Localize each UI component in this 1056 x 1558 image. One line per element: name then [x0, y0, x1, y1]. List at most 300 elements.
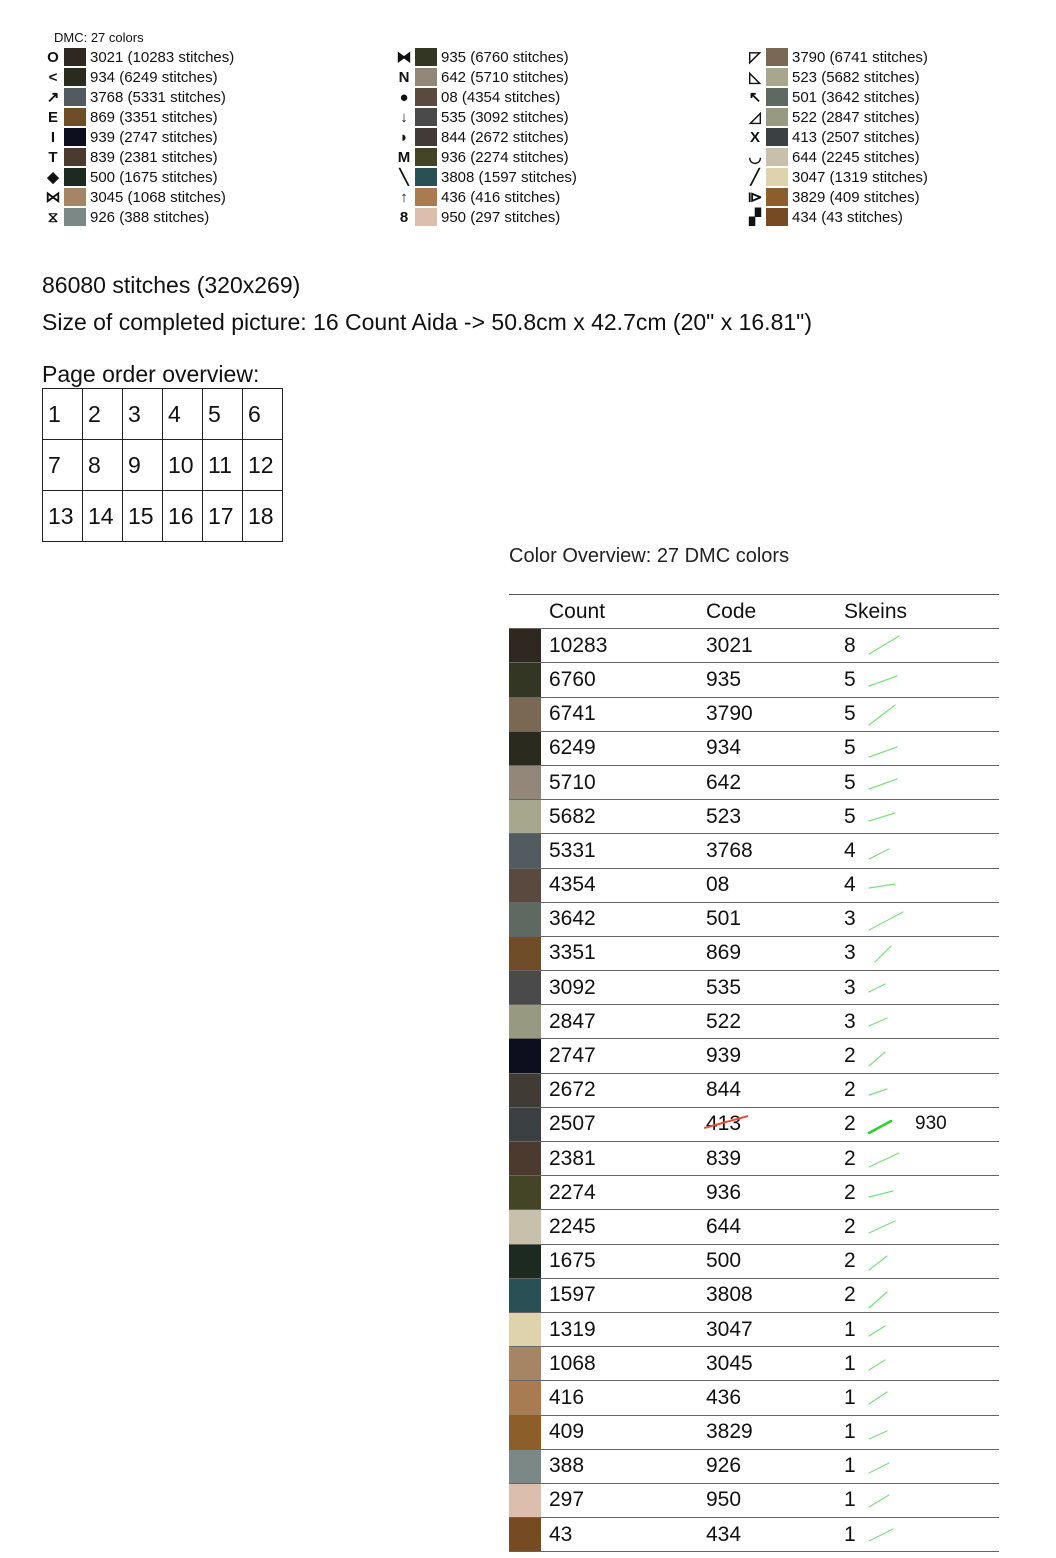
- checkmark-icon: [867, 837, 907, 865]
- legend-label: 3768 (5331 stitches): [90, 88, 226, 106]
- skeins-cell: 2: [844, 1078, 856, 1102]
- legend-column: [744, 47, 928, 227]
- count-cell: 388: [549, 1454, 585, 1478]
- color-swatch: [509, 1005, 541, 1038]
- legend-symbol: ⧖: [47, 208, 59, 226]
- code-cell: 939: [706, 1044, 742, 1068]
- legend-symbol: X: [749, 128, 760, 146]
- checkmark-icon: [867, 769, 907, 797]
- checkmark-icon: [867, 872, 907, 900]
- checkmark-icon: [867, 1487, 907, 1515]
- legend-label: 3047 (1319 stitches): [792, 168, 928, 186]
- code-cell: 522: [706, 1009, 742, 1033]
- legend-symbol: ╱: [750, 168, 760, 186]
- legend-label: 934 (6249 stitches): [90, 68, 218, 86]
- legend-symbol: ⧐: [747, 188, 763, 206]
- legend-label: 3045 (1068 stitches): [90, 188, 226, 206]
- legend-symbol: ▞: [749, 208, 761, 226]
- strikethrough-mark: [704, 1112, 754, 1136]
- legend-row: [744, 47, 928, 67]
- color-swatch: [415, 208, 437, 226]
- legend-symbol: I: [50, 128, 56, 146]
- table-row: [509, 834, 999, 868]
- page-grid-row: [43, 389, 283, 440]
- count-cell: 2747: [549, 1044, 596, 1068]
- legend-symbol: E: [47, 108, 58, 126]
- handwritten-note: 930: [915, 1113, 947, 1135]
- page-number-cell: 5: [203, 389, 243, 440]
- color-swatch: [64, 88, 86, 106]
- color-swatch: [509, 971, 541, 1004]
- code-cell: 926: [706, 1454, 742, 1478]
- count-cell: 5331: [549, 838, 596, 862]
- skeins-cell: 3: [844, 1009, 856, 1033]
- table-row: [509, 1381, 999, 1415]
- color-swatch: [415, 148, 437, 166]
- color-swatch: [509, 1381, 541, 1414]
- skeins-cell: 1: [844, 1385, 856, 1409]
- color-swatch: [415, 188, 437, 206]
- page-number-cell: 7: [43, 440, 83, 491]
- checkmark-icon: [867, 803, 907, 831]
- color-swatch: [64, 48, 86, 66]
- count-cell: 409: [549, 1420, 585, 1444]
- legend-symbol: ↓: [400, 108, 408, 126]
- table-row: [509, 1039, 999, 1073]
- legend-column: [393, 47, 577, 227]
- legend-label: 501 (3642 stitches): [792, 88, 920, 106]
- skeins-cell: 4: [844, 873, 856, 897]
- code-cell: 3768: [706, 838, 753, 862]
- count-cell: 416: [549, 1385, 585, 1409]
- legend-row: [744, 187, 928, 207]
- legend-symbol: ⋈: [45, 188, 61, 206]
- skeins-cell: 5: [844, 770, 856, 794]
- legend-label: 926 (388 stitches): [90, 208, 210, 226]
- legend-row: [744, 127, 928, 147]
- color-swatch: [509, 1416, 541, 1449]
- count-cell: 5682: [549, 804, 596, 828]
- count-cell: 2381: [549, 1146, 596, 1170]
- legend-row: [744, 147, 928, 167]
- color-swatch: [509, 869, 541, 902]
- legend-symbol: ↑: [400, 188, 408, 206]
- legend-row: [393, 87, 577, 107]
- count-cell: 1068: [549, 1351, 596, 1375]
- legend-row: [393, 147, 577, 167]
- legend-row: [42, 107, 234, 127]
- color-swatch: [509, 1176, 541, 1209]
- checkmark-icon: [867, 1111, 907, 1139]
- skeins-cell: 3: [844, 941, 856, 965]
- count-cell: 2245: [549, 1214, 596, 1238]
- legend-row: [393, 167, 577, 187]
- code-cell: 839: [706, 1146, 742, 1170]
- checkmark-icon: [867, 1077, 907, 1105]
- count-cell: 2507: [549, 1112, 596, 1136]
- color-swatch: [509, 937, 541, 970]
- legend-label: 936 (2274 stitches): [441, 148, 569, 166]
- table-row: [509, 1313, 999, 1347]
- code-cell: 869: [706, 941, 742, 965]
- legend-row: [42, 187, 234, 207]
- checkmark-icon: [867, 701, 907, 729]
- skeins-cell: 1: [844, 1351, 856, 1375]
- table-row: [509, 1176, 999, 1210]
- code-cell: 08: [706, 873, 730, 897]
- checkmark-icon: [867, 1453, 907, 1481]
- table-row: [509, 903, 999, 937]
- color-swatch: [509, 1210, 541, 1243]
- code-cell: 3808: [706, 1283, 753, 1307]
- color-swatch: [509, 1279, 541, 1312]
- count-cell: 6760: [549, 667, 596, 691]
- color-swatch: [509, 766, 541, 799]
- table-row: [509, 1484, 999, 1518]
- table-row: [509, 971, 999, 1005]
- skeins-cell: 2: [844, 1249, 856, 1273]
- count-cell: 6249: [549, 736, 596, 760]
- count-cell: 3092: [549, 975, 596, 999]
- page-number-cell: 12: [243, 440, 283, 491]
- legend-label: 642 (5710 stitches): [441, 68, 569, 86]
- code-cell: 644: [706, 1214, 742, 1238]
- color-swatch: [509, 1245, 541, 1278]
- color-swatch: [509, 1074, 541, 1107]
- color-swatch: [415, 168, 437, 186]
- legend-label: 644 (2245 stitches): [792, 148, 920, 166]
- checkmark-icon: [867, 1521, 907, 1549]
- code-cell: 413: [706, 1112, 742, 1136]
- table-header: [509, 595, 999, 629]
- skeins-cell: 3: [844, 975, 856, 999]
- code-cell: 3045: [706, 1351, 753, 1375]
- code-cell: 523: [706, 804, 742, 828]
- color-swatch: [64, 68, 86, 86]
- legend-row: [393, 107, 577, 127]
- legend-symbol: 8: [399, 208, 409, 226]
- skeins-cell: 2: [844, 1112, 856, 1136]
- count-cell: 6741: [549, 702, 596, 726]
- color-swatch: [509, 698, 541, 731]
- skeins-cell: 3: [844, 907, 856, 931]
- legend-label: 3808 (1597 stitches): [441, 168, 577, 186]
- table-row: [509, 1416, 999, 1450]
- table-row: [509, 663, 999, 697]
- page-number-cell: 2: [83, 389, 123, 440]
- page-number-cell: 16: [163, 491, 203, 542]
- checkmark-icon: [867, 974, 907, 1002]
- count-cell: 3351: [549, 941, 596, 965]
- skeins-cell: 2: [844, 1283, 856, 1307]
- legend-symbol: ◗: [399, 128, 409, 146]
- skeins-cell: 5: [844, 804, 856, 828]
- legend-symbol: T: [48, 148, 58, 166]
- legend-symbol: ◿: [749, 108, 761, 126]
- color-swatch: [509, 1347, 541, 1380]
- table-row: [509, 698, 999, 732]
- color-swatch: [509, 800, 541, 833]
- legend-symbol: ⧓: [396, 48, 412, 66]
- checkmark-icon: [867, 906, 907, 934]
- legend-symbol: ◸: [749, 48, 761, 66]
- color-swatch: [64, 208, 86, 226]
- legend-row: [42, 147, 234, 167]
- color-swatch: [766, 208, 788, 226]
- legend-label: 436 (416 stitches): [441, 188, 561, 206]
- color-overview-title: Color Overview: 27 DMC colors: [509, 545, 790, 567]
- legend-row: [42, 207, 234, 227]
- page-number-cell: 15: [123, 491, 163, 542]
- skeins-cell: 1: [844, 1522, 856, 1546]
- color-swatch: [766, 108, 788, 126]
- checkmark-icon: [867, 1213, 907, 1241]
- page-number-cell: 14: [83, 491, 123, 542]
- legend-label: 839 (2381 stitches): [90, 148, 218, 166]
- skeins-cell: 1: [844, 1317, 856, 1341]
- color-swatch: [64, 168, 86, 186]
- skeins-cell: 5: [844, 702, 856, 726]
- page-number-cell: 8: [83, 440, 123, 491]
- table-row: [509, 1108, 999, 1142]
- table-row: [509, 1245, 999, 1279]
- table-row: [509, 1347, 999, 1381]
- legend-symbol: ◡: [748, 148, 762, 166]
- legend-symbol: M: [397, 148, 411, 166]
- page-number-cell: 10: [163, 440, 203, 491]
- color-swatch: [509, 1484, 541, 1517]
- table-row: [509, 1279, 999, 1313]
- page-number-cell: 13: [43, 491, 83, 542]
- table-row: [509, 1210, 999, 1244]
- code-cell: 844: [706, 1078, 742, 1102]
- color-swatch: [509, 1518, 541, 1551]
- legend-column: [42, 47, 234, 227]
- completed-size: Size of completed picture: 16 Count Aida -> 50.8cm x 42.7cm (20" x 16.81"): [42, 309, 812, 335]
- code-cell: 935: [706, 667, 742, 691]
- color-swatch: [509, 663, 541, 696]
- legend-label: 935 (6760 stitches): [441, 48, 569, 66]
- count-cell: 2274: [549, 1180, 596, 1204]
- color-swatch: [766, 168, 788, 186]
- header-code: Code: [706, 599, 757, 623]
- color-overview-table: [509, 594, 999, 1552]
- color-swatch: [509, 732, 541, 765]
- legend-label: 535 (3092 stitches): [441, 108, 569, 126]
- page-grid-row: [43, 491, 283, 542]
- checkmark-icon: [867, 1042, 907, 1070]
- color-swatch: [766, 128, 788, 146]
- color-swatch: [766, 148, 788, 166]
- legend-label: 523 (5682 stitches): [792, 68, 920, 86]
- legend-label: 08 (4354 stitches): [441, 88, 561, 106]
- code-cell: 950: [706, 1488, 742, 1512]
- table-row: [509, 766, 999, 800]
- code-cell: 934: [706, 736, 742, 760]
- legend-label: 413 (2507 stitches): [792, 128, 920, 146]
- header-count: Count: [549, 599, 606, 623]
- page-number-cell: 11: [203, 440, 243, 491]
- legend-symbol: ◺: [749, 68, 761, 86]
- color-swatch: [415, 68, 437, 86]
- legend-symbol: ●: [399, 88, 409, 106]
- legend-row: [42, 67, 234, 87]
- legend-row: [42, 167, 234, 187]
- legend-header: DMC: 27 colors: [54, 30, 144, 45]
- skeins-cell: 2: [844, 1044, 856, 1068]
- color-swatch: [509, 629, 541, 662]
- table-row: [509, 1005, 999, 1039]
- legend-symbol: O: [47, 48, 59, 66]
- page-number-cell: 4: [163, 389, 203, 440]
- legend-row: [744, 207, 928, 227]
- legend-row: [393, 207, 577, 227]
- legend-row: [393, 47, 577, 67]
- skeins-cell: 4: [844, 838, 856, 862]
- color-swatch: [415, 88, 437, 106]
- legend-label: 3790 (6741 stitches): [792, 48, 928, 66]
- code-cell: 3829: [706, 1420, 753, 1444]
- code-cell: 501: [706, 907, 742, 931]
- legend-label: 844 (2672 stitches): [441, 128, 569, 146]
- code-cell: 500: [706, 1249, 742, 1273]
- page-number-cell: 3: [123, 389, 163, 440]
- code-cell: 436: [706, 1385, 742, 1409]
- checkmark-icon: [867, 1316, 907, 1344]
- legend-row: [744, 87, 928, 107]
- legend-label: 434 (43 stitches): [792, 208, 903, 226]
- color-swatch: [509, 1450, 541, 1483]
- code-cell: 936: [706, 1180, 742, 1204]
- color-swatch: [766, 68, 788, 86]
- color-swatch: [766, 88, 788, 106]
- table-row: [509, 869, 999, 903]
- skeins-cell: 2: [844, 1180, 856, 1204]
- page-number-cell: 9: [123, 440, 163, 491]
- color-swatch: [509, 1313, 541, 1346]
- checkmark-icon: [867, 1419, 907, 1447]
- count-cell: 2847: [549, 1009, 596, 1033]
- code-cell: 434: [706, 1522, 742, 1546]
- skeins-cell: 2: [844, 1214, 856, 1238]
- color-swatch: [766, 48, 788, 66]
- legend-label: 939 (2747 stitches): [90, 128, 218, 146]
- color-swatch: [415, 108, 437, 126]
- count-cell: 3642: [549, 907, 596, 931]
- page-order-grid: [42, 388, 283, 542]
- table-row: [509, 800, 999, 834]
- legend-label: 522 (2847 stitches): [792, 108, 920, 126]
- table-row: [509, 1518, 999, 1552]
- table-row: [509, 937, 999, 971]
- table-row: [509, 1142, 999, 1176]
- color-swatch: [509, 1142, 541, 1175]
- legend-symbol: ◆: [47, 168, 59, 186]
- table-row: [509, 732, 999, 766]
- legend-row: [393, 127, 577, 147]
- color-swatch: [64, 108, 86, 126]
- color-swatch: [64, 128, 86, 146]
- stitch-count: 86080 stitches (320x269): [42, 272, 301, 298]
- legend-symbol: ↖: [748, 88, 762, 106]
- count-cell: 2672: [549, 1078, 596, 1102]
- skeins-cell: 1: [844, 1488, 856, 1512]
- color-swatch: [64, 148, 86, 166]
- checkmark-icon: [867, 1350, 907, 1378]
- color-swatch: [766, 188, 788, 206]
- color-swatch: [64, 188, 86, 206]
- checkmark-icon: [867, 1179, 907, 1207]
- skeins-cell: 5: [844, 667, 856, 691]
- color-swatch: [415, 48, 437, 66]
- checkmark-icon: [867, 735, 907, 763]
- color-swatch: [509, 1108, 541, 1141]
- skeins-cell: 8: [844, 633, 856, 657]
- checkmark-icon: [867, 632, 907, 660]
- page-order-title: Page order overview:: [42, 361, 260, 387]
- legend-symbol: N: [398, 68, 410, 86]
- checkmark-icon: [867, 1008, 907, 1036]
- legend-row: [42, 47, 234, 67]
- color-swatch: [509, 903, 541, 936]
- skeins-cell: 5: [844, 736, 856, 760]
- page-number-cell: 18: [243, 491, 283, 542]
- count-cell: 10283: [549, 633, 608, 657]
- skeins-cell: 1: [844, 1454, 856, 1478]
- legend-label: 950 (297 stitches): [441, 208, 561, 226]
- legend-label: 3829 (409 stitches): [792, 188, 920, 206]
- skeins-cell: 2: [844, 1146, 856, 1170]
- header-skeins: Skeins: [844, 599, 908, 623]
- legend-row: [744, 167, 928, 187]
- count-cell: 297: [549, 1488, 585, 1512]
- checkmark-icon: [867, 1248, 907, 1276]
- legend-row: [744, 107, 928, 127]
- color-swatch: [509, 834, 541, 867]
- code-cell: 3047: [706, 1317, 753, 1341]
- color-swatch: [509, 1039, 541, 1072]
- table-row: [509, 1450, 999, 1484]
- legend-row: [744, 67, 928, 87]
- page-number-cell: 1: [43, 389, 83, 440]
- checkmark-icon: [867, 1145, 907, 1173]
- code-cell: 3021: [706, 633, 753, 657]
- checkmark-icon: [867, 940, 907, 968]
- page-grid-row: [43, 440, 283, 491]
- legend-symbol: ╲: [399, 168, 409, 186]
- code-cell: 642: [706, 770, 742, 794]
- legend-row: [393, 187, 577, 207]
- count-cell: 43: [549, 1522, 573, 1546]
- code-cell: 3790: [706, 702, 753, 726]
- checkmark-icon: [867, 666, 907, 694]
- count-cell: 1675: [549, 1249, 596, 1273]
- checkmark-icon: [867, 1282, 907, 1310]
- count-cell: 1597: [549, 1283, 596, 1307]
- legend-label: 500 (1675 stitches): [90, 168, 218, 186]
- color-swatch: [415, 128, 437, 146]
- page-number-cell: 6: [243, 389, 283, 440]
- legend-symbol: <: [48, 68, 58, 86]
- count-cell: 4354: [549, 873, 596, 897]
- legend-label: 3021 (10283 stitches): [90, 48, 235, 66]
- legend-row: [42, 87, 234, 107]
- count-cell: 1319: [549, 1317, 596, 1341]
- code-cell: 535: [706, 975, 742, 999]
- table-row: [509, 1074, 999, 1108]
- count-cell: 5710: [549, 770, 596, 794]
- legend-row: [393, 67, 577, 87]
